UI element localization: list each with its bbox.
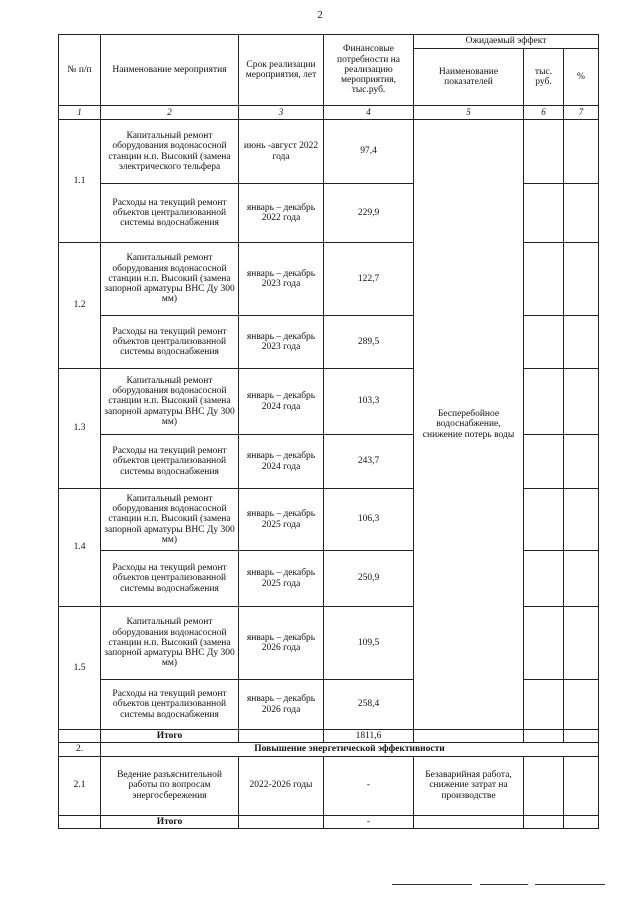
header-percent: % bbox=[564, 49, 599, 106]
measure-amount: 229,9 bbox=[324, 184, 414, 243]
empty-cell bbox=[564, 551, 599, 607]
column-number: 7 bbox=[564, 106, 599, 120]
empty-cell bbox=[564, 243, 599, 316]
measure-amount: - bbox=[324, 756, 414, 815]
measure-name: Капитальный ремонт оборудования водонасосной станции н.п. Высокий (замена запорной арматуры ВНС Ду 300 мм) bbox=[101, 607, 239, 680]
item-number: 1.2 bbox=[59, 243, 101, 369]
measure-name: Капитальный ремонт оборудования водонасосной станции н.п. Высокий (замена запорной арматуры ВНС Ду 300 мм) bbox=[101, 369, 239, 435]
measure-amount: 103,3 bbox=[324, 369, 414, 435]
effect-indicator: Безаварийная работа, снижение затрат на производстве bbox=[414, 756, 524, 815]
measure-amount: 289,5 bbox=[324, 316, 414, 369]
empty-cell bbox=[564, 680, 599, 730]
empty-cell bbox=[564, 815, 599, 828]
measure-name: Капитальный ремонт оборудования водонасосной станции н.п. Высокий (замена запорной арматуры ВНС Ду 300 мм) bbox=[101, 489, 239, 551]
empty-cell bbox=[564, 120, 599, 184]
header-indicators: Наименование показателей bbox=[414, 49, 524, 106]
section-row bbox=[59, 743, 599, 756]
measure-name: Расходы на текущий ремонт объектов централизованной системы водоснабжения bbox=[101, 184, 239, 243]
total-label: Итого bbox=[101, 730, 239, 743]
empty-cell bbox=[564, 756, 599, 815]
measure-name: Расходы на текущий ремонт объектов централизованной системы водоснабжения bbox=[101, 551, 239, 607]
measure-name: Расходы на текущий ремонт объектов централизованной системы водоснабжения bbox=[101, 680, 239, 730]
measure-term: январь – декабрь 2023 года bbox=[239, 243, 324, 316]
total-amount: 1811,6 bbox=[324, 730, 414, 743]
empty-cell bbox=[524, 730, 564, 743]
measure-amount: 258,4 bbox=[324, 680, 414, 730]
measure-term: январь – декабрь 2025 года bbox=[239, 489, 324, 551]
item-number: 2.1 bbox=[59, 756, 101, 815]
empty-cell bbox=[239, 815, 324, 828]
effect-indicator: Бесперебойное водоснабжение, снижение потерь воды bbox=[414, 120, 524, 730]
measure-amount: 122,7 bbox=[324, 243, 414, 316]
header-effect: Ожидаемый эффект bbox=[414, 35, 599, 49]
column-number: 5 bbox=[414, 106, 524, 120]
measure-term: июнь -август 2022 года bbox=[239, 120, 324, 184]
empty-cell bbox=[524, 489, 564, 551]
measures-table bbox=[58, 34, 599, 829]
empty-cell bbox=[524, 815, 564, 828]
column-number: 2 bbox=[101, 106, 239, 120]
empty-cell bbox=[524, 369, 564, 435]
column-number: 6 bbox=[524, 106, 564, 120]
measure-term: январь – декабрь 2025 года bbox=[239, 551, 324, 607]
column-number: 3 bbox=[239, 106, 324, 120]
empty-cell bbox=[524, 243, 564, 316]
item-number: 1.5 bbox=[59, 607, 101, 730]
empty-cell bbox=[524, 184, 564, 243]
empty-cell bbox=[564, 435, 599, 489]
measure-term: январь – декабрь 2026 года bbox=[239, 680, 324, 730]
table-row bbox=[59, 120, 599, 184]
column-number: 1 bbox=[59, 106, 101, 120]
empty-cell bbox=[524, 756, 564, 815]
footer-rule bbox=[480, 884, 528, 885]
footer-rule bbox=[392, 884, 472, 885]
empty-cell bbox=[414, 730, 524, 743]
empty-cell bbox=[239, 730, 324, 743]
measure-amount: 243,7 bbox=[324, 435, 414, 489]
measure-name: Расходы на текущий ремонт объектов централизованной системы водоснабжения bbox=[101, 316, 239, 369]
empty-cell bbox=[524, 551, 564, 607]
empty-cell bbox=[564, 369, 599, 435]
measure-name: Капитальный ремонт оборудования водонасосной станции н.п. Высокий (замена электрического тельфера bbox=[101, 120, 239, 184]
column-number: 4 bbox=[324, 106, 414, 120]
item-number: 1.1 bbox=[59, 120, 101, 243]
total-row bbox=[59, 815, 599, 828]
measure-amount: 250,9 bbox=[324, 551, 414, 607]
page-number: 2 bbox=[317, 9, 323, 21]
total-amount: - bbox=[324, 815, 414, 828]
section-title: Повышение энергетической эффективности bbox=[101, 743, 599, 756]
item-number: 1.4 bbox=[59, 489, 101, 607]
empty-cell bbox=[414, 815, 524, 828]
item-number: 1.3 bbox=[59, 369, 101, 489]
empty-cell bbox=[59, 730, 101, 743]
measure-term: январь – декабрь 2022 года bbox=[239, 184, 324, 243]
empty-cell bbox=[564, 184, 599, 243]
measure-amount: 97,4 bbox=[324, 120, 414, 184]
empty-cell bbox=[524, 607, 564, 680]
measure-name: Ведение разъяснительной работы по вопросам энергосбережения bbox=[101, 756, 239, 815]
empty-cell bbox=[524, 316, 564, 369]
measure-name: Капитальный ремонт оборудования водонасосной станции н.п. Высокий (замена запорной арматуры ВНС Ду 300 мм) bbox=[101, 243, 239, 316]
empty-cell bbox=[564, 316, 599, 369]
measure-term: 2022-2026 годы bbox=[239, 756, 324, 815]
measure-term: январь – декабрь 2024 года bbox=[239, 369, 324, 435]
footer-rule bbox=[535, 884, 605, 885]
header-no: № п/п bbox=[59, 35, 101, 106]
table-row bbox=[59, 756, 599, 815]
measure-name: Расходы на текущий ремонт объектов централизованной системы водоснабжения bbox=[101, 435, 239, 489]
measure-term: январь – декабрь 2024 года bbox=[239, 435, 324, 489]
measure-term: январь – декабрь 2026 года bbox=[239, 607, 324, 680]
empty-cell bbox=[59, 815, 101, 828]
empty-cell bbox=[524, 120, 564, 184]
measure-amount: 106,3 bbox=[324, 489, 414, 551]
measure-term: январь – декабрь 2023 года bbox=[239, 316, 324, 369]
empty-cell bbox=[564, 607, 599, 680]
measure-amount: 109,5 bbox=[324, 607, 414, 680]
empty-cell bbox=[524, 435, 564, 489]
total-row bbox=[59, 730, 599, 743]
header-thousand-rub: тыс. руб. bbox=[524, 49, 564, 106]
section-number: 2. bbox=[59, 743, 101, 756]
empty-cell bbox=[564, 730, 599, 743]
empty-cell bbox=[564, 489, 599, 551]
empty-cell bbox=[524, 680, 564, 730]
total-label: Итого bbox=[101, 815, 239, 828]
header-finance: Финансовые потребности на реализацию мероприятия, тыс.руб. bbox=[324, 35, 414, 106]
header-name: Наименование мероприятия bbox=[101, 35, 239, 106]
header-term: Срок реализации мероприятия, лет bbox=[239, 35, 324, 106]
